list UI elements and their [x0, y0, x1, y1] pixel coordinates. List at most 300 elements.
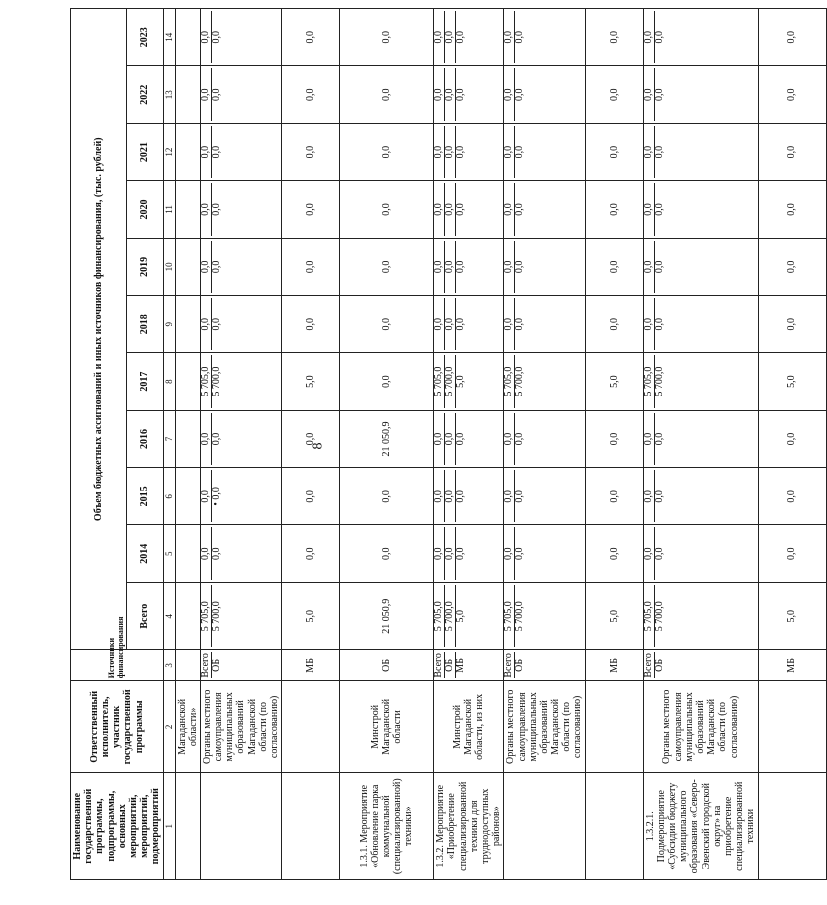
row-executor: Минстрой Магаданской области, из них: [434, 681, 504, 773]
row-value: [758, 410, 826, 467]
source-label: ОБ: [381, 658, 393, 672]
header-year: 2019: [126, 238, 163, 295]
row-value: [282, 353, 340, 410]
row-value: [340, 9, 434, 67]
value-entry: 0,0: [455, 183, 466, 235]
value-entry: 0,0: [642, 547, 654, 560]
source-label: ОБ: [444, 653, 455, 679]
row-value: [200, 468, 281, 525]
value-entry: 0,0: [654, 126, 665, 178]
row-name: [200, 773, 281, 880]
value-entry: 0,0: [514, 11, 525, 64]
row-value: [200, 9, 281, 67]
value-entry: 0,0: [381, 375, 393, 388]
row-value: [585, 296, 643, 353]
row-value: [200, 353, 281, 410]
value-entry: 0,0: [503, 88, 515, 101]
row-value: [200, 238, 281, 295]
row-value: [434, 66, 504, 123]
value-entry: 0,0: [455, 126, 466, 178]
column-index: 11: [163, 181, 175, 238]
header-year: 2018: [126, 296, 163, 353]
row-value: [504, 296, 585, 353]
value-entry: 0,0: [305, 317, 317, 331]
row-value: [643, 410, 758, 467]
table-row: [585, 9, 643, 880]
table-row: [340, 9, 434, 880]
row-value: [758, 582, 826, 650]
row-source: [434, 650, 504, 681]
row-value: [585, 410, 643, 467]
value-entry: 0,0: [433, 432, 445, 446]
value-entry: 0,0: [786, 145, 798, 159]
value-entry: 0,0: [642, 88, 654, 101]
value-entry: 0,0: [433, 145, 445, 159]
row-value: [200, 525, 281, 582]
table-header: [71, 9, 176, 880]
row-value: [434, 353, 504, 410]
header-volume: Объем бюджетных ассигнований и иных источников финансирования, (тыс. рублей): [71, 9, 127, 651]
row-value: [282, 410, 340, 467]
value-entry: 0,0: [514, 241, 525, 293]
value-entry: 5 705,0: [199, 601, 211, 632]
value-entry: 0,0: [786, 317, 798, 331]
row-value: [585, 238, 643, 295]
value-entry: 0,0: [211, 241, 222, 293]
value-entry: 21 050,9: [381, 598, 393, 634]
value-entry: 0,0: [381, 317, 393, 331]
value-entry: 0,0: [381, 490, 393, 503]
row-value: [434, 296, 504, 353]
row-value: [340, 181, 434, 238]
row-name: [504, 773, 585, 880]
row-value: [282, 296, 340, 353]
value-entry: 0,0: [211, 126, 222, 178]
row-source: [200, 650, 281, 681]
row-value: [504, 181, 585, 238]
row-value: [585, 525, 643, 582]
value-entry: 5 705,0: [642, 601, 654, 632]
row-source: [643, 650, 758, 681]
value-entry: 5 700,0: [654, 355, 665, 407]
value-entry: 0,0: [433, 88, 445, 101]
value-entry: 5 700,0: [211, 585, 222, 648]
value-entry: 0,0: [608, 547, 620, 560]
row-value: [504, 238, 585, 295]
value-entry: 5 700,0: [654, 585, 665, 648]
row-value: [504, 353, 585, 410]
header-year: 2015: [126, 468, 163, 525]
value-entry: 0,0: [305, 31, 317, 44]
value-entry: 0,0: [455, 11, 466, 64]
column-index: 9: [163, 296, 175, 353]
row-value: [643, 582, 758, 650]
row-source: [504, 650, 585, 681]
value-entry: 0,0: [381, 260, 393, 274]
header-year: 2023: [126, 9, 163, 67]
row-name: [758, 773, 826, 880]
value-entry: 5,0: [455, 585, 466, 648]
row-source: [175, 650, 200, 681]
row-value: [643, 9, 758, 67]
value-entry: 0,0: [305, 203, 317, 216]
value-entry: 0,0: [211, 298, 222, 350]
value-entry: 0,0: [654, 413, 665, 465]
row-value: [434, 582, 504, 650]
value-entry: 0,0: [433, 260, 445, 274]
value-entry: 0,0: [786, 88, 798, 101]
table-row: [504, 9, 585, 880]
source-label: ОБ: [211, 653, 222, 679]
row-executor: Магаданской области»: [175, 681, 200, 773]
value-entry: 0,0: [199, 88, 211, 101]
row-value: [340, 296, 434, 353]
value-entry: 0,0: [211, 11, 222, 64]
column-index: 12: [163, 123, 175, 180]
row-executor: Минстрой Магаданской области: [340, 681, 434, 773]
value-entry: 0,0: [514, 528, 525, 580]
source-label: Всего: [433, 653, 445, 678]
row-value: [175, 238, 200, 295]
value-entry: 0,0: [786, 547, 798, 560]
row-value: [340, 410, 434, 467]
value-entry: 5 705,0: [642, 366, 654, 397]
rotated-page: [70, 8, 798, 880]
value-entry: 0,0: [503, 203, 515, 216]
value-entry: 5 700,0: [211, 355, 222, 407]
row-value: [434, 525, 504, 582]
value-entry: 0,0: [455, 413, 466, 465]
row-value: [504, 410, 585, 467]
value-entry: 0,0: [654, 470, 665, 522]
header-year: 2020: [126, 181, 163, 238]
financing-table: [70, 8, 827, 880]
source-label: Всего: [642, 653, 654, 678]
value-entry: 0,0: [305, 547, 317, 560]
row-value: [643, 525, 758, 582]
value-entry: 0,0: [199, 547, 211, 560]
value-entry: 0,0: [503, 490, 515, 503]
value-entry: 0,0: [503, 317, 515, 331]
value-entry: 0,0: [444, 69, 455, 121]
page-number: 8: [310, 442, 326, 450]
row-value: [434, 181, 504, 238]
row-value: [434, 468, 504, 525]
value-entry: 0,0: [211, 69, 222, 121]
value-entry: 0,0: [305, 88, 317, 101]
row-value: [585, 582, 643, 650]
value-entry: 0,0: [654, 183, 665, 235]
value-entry: 5,0: [455, 355, 466, 407]
row-value: [643, 181, 758, 238]
column-index: 1: [163, 773, 175, 880]
column-index: 4: [163, 582, 175, 650]
row-value: [643, 296, 758, 353]
value-entry: 5 705,0: [503, 601, 515, 632]
row-value: [758, 238, 826, 295]
row-value: [175, 123, 200, 180]
column-index: 8: [163, 353, 175, 410]
value-entry: • 0,0: [211, 470, 222, 522]
value-entry: 0,0: [199, 31, 211, 44]
row-value: [585, 66, 643, 123]
row-value: [175, 66, 200, 123]
value-entry: 5,0: [305, 375, 317, 388]
value-entry: 0,0: [642, 31, 654, 44]
row-value: [175, 353, 200, 410]
row-value: [200, 181, 281, 238]
row-executor: Органы местного самоуправления муниципальных образований Магаданской области (по согласованию): [200, 681, 281, 773]
row-executor: [585, 681, 643, 773]
value-entry: 0,0: [654, 69, 665, 121]
row-value: [504, 525, 585, 582]
source-label: ОБ: [654, 653, 665, 679]
value-entry: 0,0: [444, 183, 455, 235]
value-entry: 0,0: [654, 298, 665, 350]
value-entry: 0,0: [642, 490, 654, 503]
table-row: [758, 9, 826, 880]
row-value: [504, 66, 585, 123]
value-entry: 0,0: [608, 490, 620, 503]
value-entry: 0,0: [786, 260, 798, 274]
value-entry: 5 705,0: [199, 366, 211, 397]
row-source: [282, 650, 340, 681]
value-entry: 0,0: [199, 432, 211, 446]
row-value: [758, 181, 826, 238]
value-entry: 0,0: [381, 145, 393, 159]
value-entry: 0,0: [455, 528, 466, 580]
table-row: [282, 9, 340, 880]
value-entry: 0,0: [305, 490, 317, 503]
column-index: 7: [163, 410, 175, 467]
row-source: [340, 650, 434, 681]
row-value: [200, 123, 281, 180]
row-value: [643, 238, 758, 295]
row-value: [340, 353, 434, 410]
value-entry: 0,0: [305, 145, 317, 159]
value-entry: 0,0: [608, 203, 620, 216]
column-index: 10: [163, 238, 175, 295]
value-entry: 0,0: [199, 490, 211, 503]
table-body: [175, 9, 826, 880]
table-row: [643, 9, 758, 880]
value-entry: 0,0: [444, 470, 455, 522]
row-value: [504, 123, 585, 180]
header-source-text: Источники финансирования: [106, 616, 125, 679]
row-value: [282, 238, 340, 295]
value-entry: 5,0: [608, 375, 620, 388]
header-executor: Ответственный исполнитель, участник государственной программы: [71, 681, 164, 773]
value-entry: 0,0: [608, 145, 620, 159]
value-entry: 0,0: [211, 528, 222, 580]
value-entry: 0,0: [199, 145, 211, 159]
row-value: [282, 123, 340, 180]
value-entry: 0,0: [654, 11, 665, 64]
row-name: [175, 773, 200, 880]
row-value: [340, 238, 434, 295]
value-entry: 0,0: [654, 241, 665, 293]
value-entry: 0,0: [433, 31, 445, 44]
row-name: 1.3.1. Мероприятие «Обновление парка коммунальной (специализированной) техники»: [340, 773, 434, 880]
value-entry: 5 700,0: [444, 355, 455, 407]
value-entry: 0,0: [608, 317, 620, 331]
value-entry: 0,0: [444, 298, 455, 350]
row-value: [585, 9, 643, 67]
row-value: [758, 66, 826, 123]
row-name: [282, 773, 340, 880]
header-name: Наименование государственной программы, подпрограммы, основных мероприятий, мероприятий, подмероприятий: [71, 773, 164, 880]
value-entry: 5 700,0: [514, 585, 525, 648]
value-entry: 0,0: [444, 528, 455, 580]
row-value: [585, 353, 643, 410]
column-index: 2: [163, 681, 175, 773]
value-entry: 5,0: [305, 609, 317, 623]
row-value: [340, 66, 434, 123]
value-entry: 0,0: [642, 432, 654, 446]
header-year: 2022: [126, 66, 163, 123]
row-executor: Органы местного самоуправления муниципальных образований Магаданской области (по согласованию): [643, 681, 758, 773]
header-year: 2014: [126, 525, 163, 582]
value-entry: 0,0: [455, 241, 466, 293]
value-entry: 0,0: [305, 260, 317, 274]
row-executor: [758, 681, 826, 773]
value-entry: 5,0: [786, 375, 798, 388]
source-label: ОБ: [514, 653, 525, 679]
value-entry: 0,0: [444, 126, 455, 178]
row-value: [504, 582, 585, 650]
row-value: [585, 181, 643, 238]
value-entry: 0,0: [514, 298, 525, 350]
value-entry: 5 700,0: [444, 585, 455, 648]
value-entry: 0,0: [503, 31, 515, 44]
value-entry: 5 705,0: [503, 366, 515, 397]
row-name: [585, 773, 643, 880]
value-entry: 5 705,0: [433, 601, 445, 632]
row-value: [282, 66, 340, 123]
row-value: [340, 468, 434, 525]
value-entry: 0,0: [433, 490, 445, 503]
value-entry: 0,0: [514, 126, 525, 178]
value-entry: 0,0: [444, 11, 455, 64]
row-value: [282, 525, 340, 582]
value-entry: 0,0: [514, 470, 525, 522]
table-row: [434, 9, 504, 880]
value-entry: 0,0: [199, 203, 211, 216]
value-entry: 0,0: [642, 203, 654, 216]
value-entry: 0,0: [381, 88, 393, 101]
row-source: [585, 650, 643, 681]
row-value: [758, 123, 826, 180]
row-value: [504, 468, 585, 525]
value-entry: 0,0: [503, 432, 515, 446]
column-index: 13: [163, 66, 175, 123]
row-value: [200, 582, 281, 650]
row-name: 1.3.2.1. Подмероприятие «Субсидии бюджету муниципального образования «Северо-Эвенский городской округ» на приобретение специализированной техники: [643, 773, 758, 880]
value-entry: 0,0: [608, 31, 620, 44]
row-value: [758, 296, 826, 353]
row-value: [340, 525, 434, 582]
row-value: [282, 582, 340, 650]
row-name: 1.3.2. Мероприятие «Приобретение специализированной техники для труднодоступных районов»: [434, 773, 504, 880]
row-value: [340, 123, 434, 180]
source-label: МБ: [305, 658, 317, 673]
value-entry: 0,0: [642, 317, 654, 331]
source-label: Всего: [503, 653, 515, 678]
value-entry: 0,0: [381, 203, 393, 216]
header-year: 2021: [126, 123, 163, 180]
value-entry: 0,0: [444, 413, 455, 465]
value-entry: 0,0: [786, 490, 798, 503]
value-entry: 0,0: [211, 183, 222, 235]
value-entry: 0,0: [211, 413, 222, 465]
row-executor: Органы местного самоуправления муниципальных образований Магаданской области (по согласованию): [504, 681, 585, 773]
value-entry: 0,0: [514, 413, 525, 465]
value-entry: 0,0: [305, 432, 317, 446]
column-index: 3: [163, 650, 175, 681]
row-value: [175, 468, 200, 525]
row-value: [282, 181, 340, 238]
value-entry: 0,0: [444, 241, 455, 293]
row-value: [434, 123, 504, 180]
column-index: 5: [163, 525, 175, 582]
row-value: [282, 9, 340, 67]
row-value: [434, 9, 504, 67]
value-entry: 5,0: [608, 609, 620, 623]
row-value: [585, 123, 643, 180]
table-row: [200, 9, 281, 880]
row-value: [200, 66, 281, 123]
row-value: [200, 296, 281, 353]
row-value: [758, 525, 826, 582]
value-entry: 0,0: [642, 260, 654, 274]
value-entry: 0,0: [514, 183, 525, 235]
row-value: [643, 123, 758, 180]
value-entry: 5 705,0: [433, 366, 445, 397]
row-value: [175, 181, 200, 238]
header-index: [163, 9, 175, 880]
row-value: [643, 353, 758, 410]
value-entry: 0,0: [381, 547, 393, 560]
value-entry: 0,0: [786, 432, 798, 446]
source-label: МБ: [608, 658, 620, 673]
value-entry: 0,0: [514, 69, 525, 121]
value-entry: 0,0: [654, 528, 665, 580]
row-value: [643, 468, 758, 525]
header-year: 2016: [126, 410, 163, 467]
row-value: [175, 9, 200, 67]
row-value: [175, 410, 200, 467]
column-index: 6: [163, 468, 175, 525]
value-entry: 21 050,9: [381, 421, 393, 457]
value-entry: 0,0: [642, 145, 654, 159]
source-label: Всего: [199, 653, 211, 678]
row-source: [758, 650, 826, 681]
value-entry: 0,0: [199, 260, 211, 274]
value-entry: 0,0: [608, 432, 620, 446]
row-value: [758, 353, 826, 410]
value-entry: 0,0: [503, 260, 515, 274]
value-entry: 0,0: [433, 547, 445, 560]
row-value: [200, 410, 281, 467]
value-entry: 5,0: [786, 609, 798, 623]
row-value: [504, 9, 585, 67]
row-value: [643, 66, 758, 123]
value-entry: 0,0: [381, 31, 393, 44]
value-entry: 0,0: [433, 203, 445, 216]
header-year: Всего: [126, 582, 163, 650]
value-entry: 0,0: [608, 260, 620, 274]
column-index: 14: [163, 9, 175, 67]
